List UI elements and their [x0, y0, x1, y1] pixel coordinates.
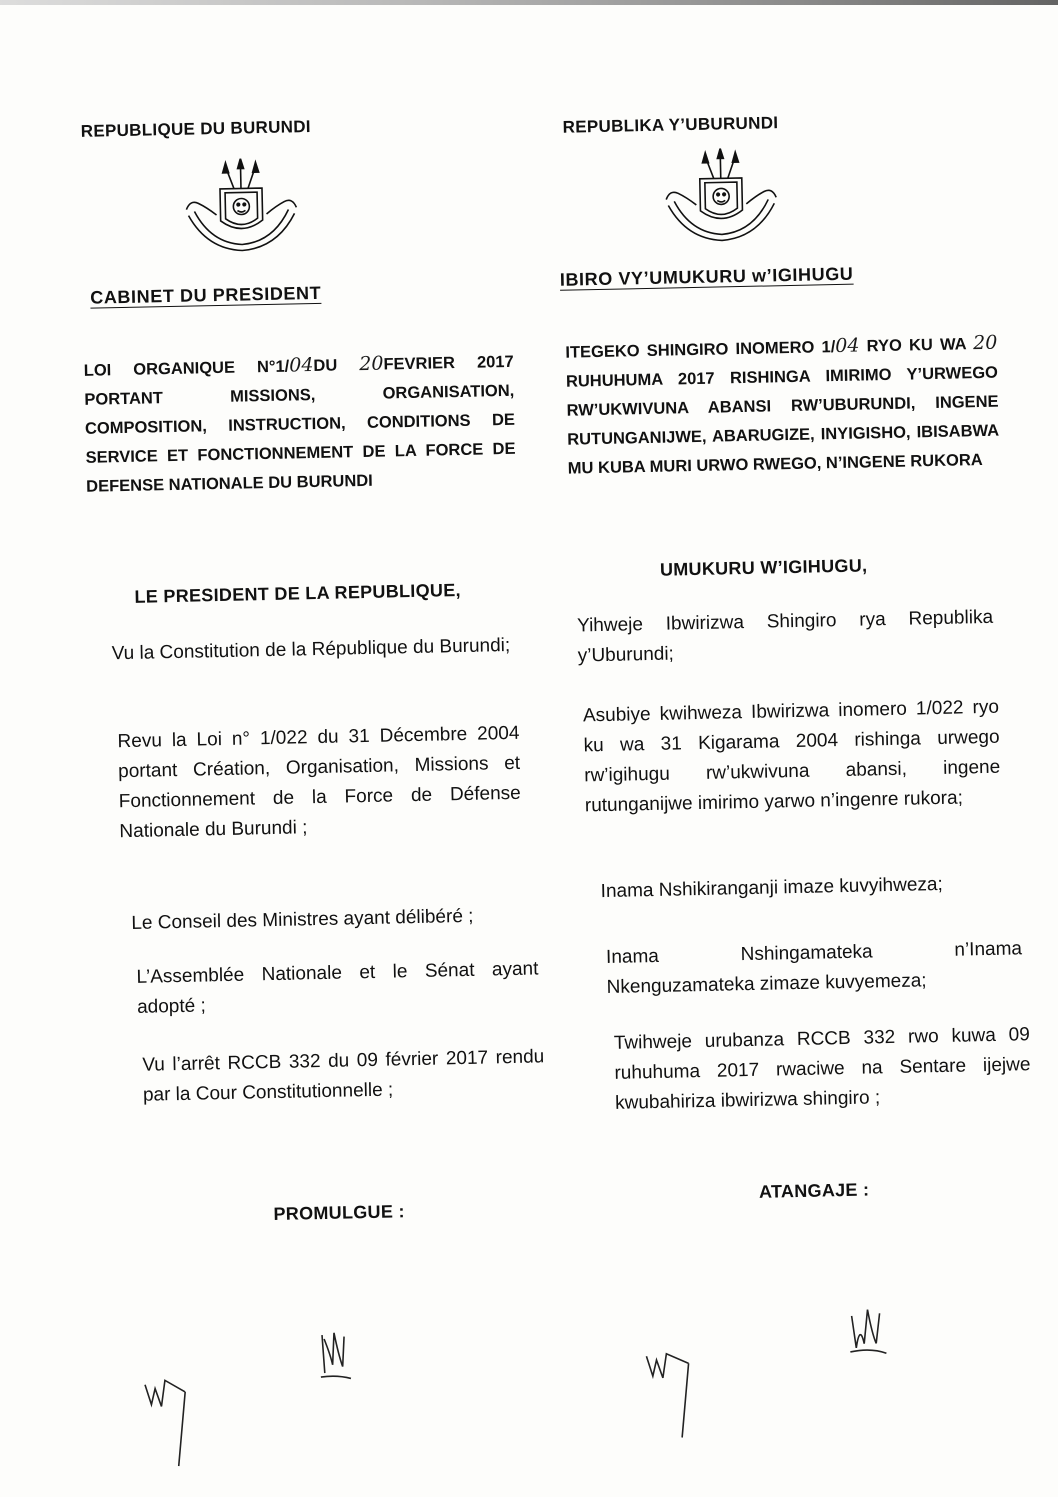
office-header: CABINET DU PRESIDENT	[90, 282, 322, 308]
law-title-body: RUHUHUMA 2017 RISHINGA IMIRIMO Y’URWEGO RW’UKWIVUNA ABANSI RW’UBURUNDI, INGENE RUTUNGANIJWE, ABARUGIZE, INYIGISHO, IBISABWA MU KUBA MURI URWO RWEGO, N’INGENE RUKORA	[565, 363, 1000, 478]
recital-paragraph: Yihweje Ibwirizwa Shingiro rya Republika y’Uburundi;	[576, 606, 994, 667]
enactment-heading: PROMULGUE :	[273, 1201, 405, 1225]
recital-paragraph: L’Assemblée Nationale et le Sénat ayant adopté ;	[136, 958, 539, 1018]
addressee: UMUKURU W’IGIHUGU,	[659, 555, 868, 580]
law-title-body: FEVRIER 2017 PORTANT MISSIONS, ORGANISATION, COMPOSITION, INSTRUCTION, CONDITIONS DE SERVICE ET FONCTIONNEMENT DE LA FORCE DE DEFENSE NATIONALE DU BURUNDI	[84, 352, 516, 496]
recital-paragraph: Inama Nshikiranganji imaze kuvyihweza;	[600, 873, 943, 903]
law-title-prefix: LOI ORGANIQUE N°1/	[83, 357, 290, 380]
law-number-handwritten: 04	[835, 334, 860, 358]
signature-mark	[642, 1345, 704, 1446]
recital-paragraph: Revu la Loi n° 1/022 du 31 Décembre 2004 portant Création, Organisation, Missions et Fonctionnement de la Force de Défense Nationale du Burundi ;	[117, 722, 521, 843]
law-number-handwritten: 04	[289, 354, 314, 377]
law-title	[565, 329, 1000, 484]
law-day-handwritten: 20	[359, 352, 384, 376]
recital-paragraph: Vu l’arrêt RCCB 332 du 09 février 2017 rendu par la Cour Constitutionnelle ;	[142, 1046, 545, 1106]
kirundi-column	[548, 0, 1039, 1497]
french-column	[72, 0, 563, 1497]
country-header: REPUBLIQUE DU BURUNDI	[80, 117, 312, 141]
enactment-heading: ATANGAJE :	[758, 1179, 870, 1202]
law-title-du: DU	[313, 356, 360, 376]
addressee: LE PRESIDENT DE LA REPUBLIQUE,	[134, 579, 462, 607]
law-day-handwritten: 20	[972, 331, 998, 355]
recital-paragraph: Twihweje urubanza RCCB 332 rwo kuwa 09 ruhuhuma 2017 rwaciwe na Sentare ijejwe kwubahiriza ibwirizwa shingiro ;	[613, 1024, 1031, 1114]
burundi-coat-of-arms-icon	[655, 147, 787, 250]
burundi-coat-of-arms-icon	[175, 157, 307, 260]
country-header: REPUBLIKA Y’UBURUNDI	[562, 113, 779, 137]
recital-paragraph: Le Conseil des Ministres ayant délibéré ;	[131, 905, 474, 934]
recital-paragraph: Asubiye kwihweza Ibwirizwa inomero 1/022 ryo ku wa 31 Kigarama 2004 rishinga urwego rw’igihugu rw’ukwivuna abansi, ingene rutunganijwe imirimo yarwo n’ingenre rukora;	[582, 696, 1001, 817]
signature-mark	[845, 1303, 896, 1364]
recital-paragraph: Vu la Constitution de la République du Burundi;	[111, 634, 511, 665]
office-header: IBIRO VY’UMUKURU w’IGIHUGU	[559, 263, 854, 290]
signature-mark	[316, 1324, 357, 1385]
law-title-ryo: RYO KU WA	[859, 335, 974, 356]
recital-paragraph: Inama Nshingamateka n’Inama Nkenguzamateka zimaze kuvyemeza;	[605, 938, 1023, 998]
law-title-prefix: ITEGEKO SHINGIRO INOMERO 1/	[565, 338, 836, 362]
law-title	[83, 347, 516, 502]
signature-mark	[141, 1370, 203, 1471]
